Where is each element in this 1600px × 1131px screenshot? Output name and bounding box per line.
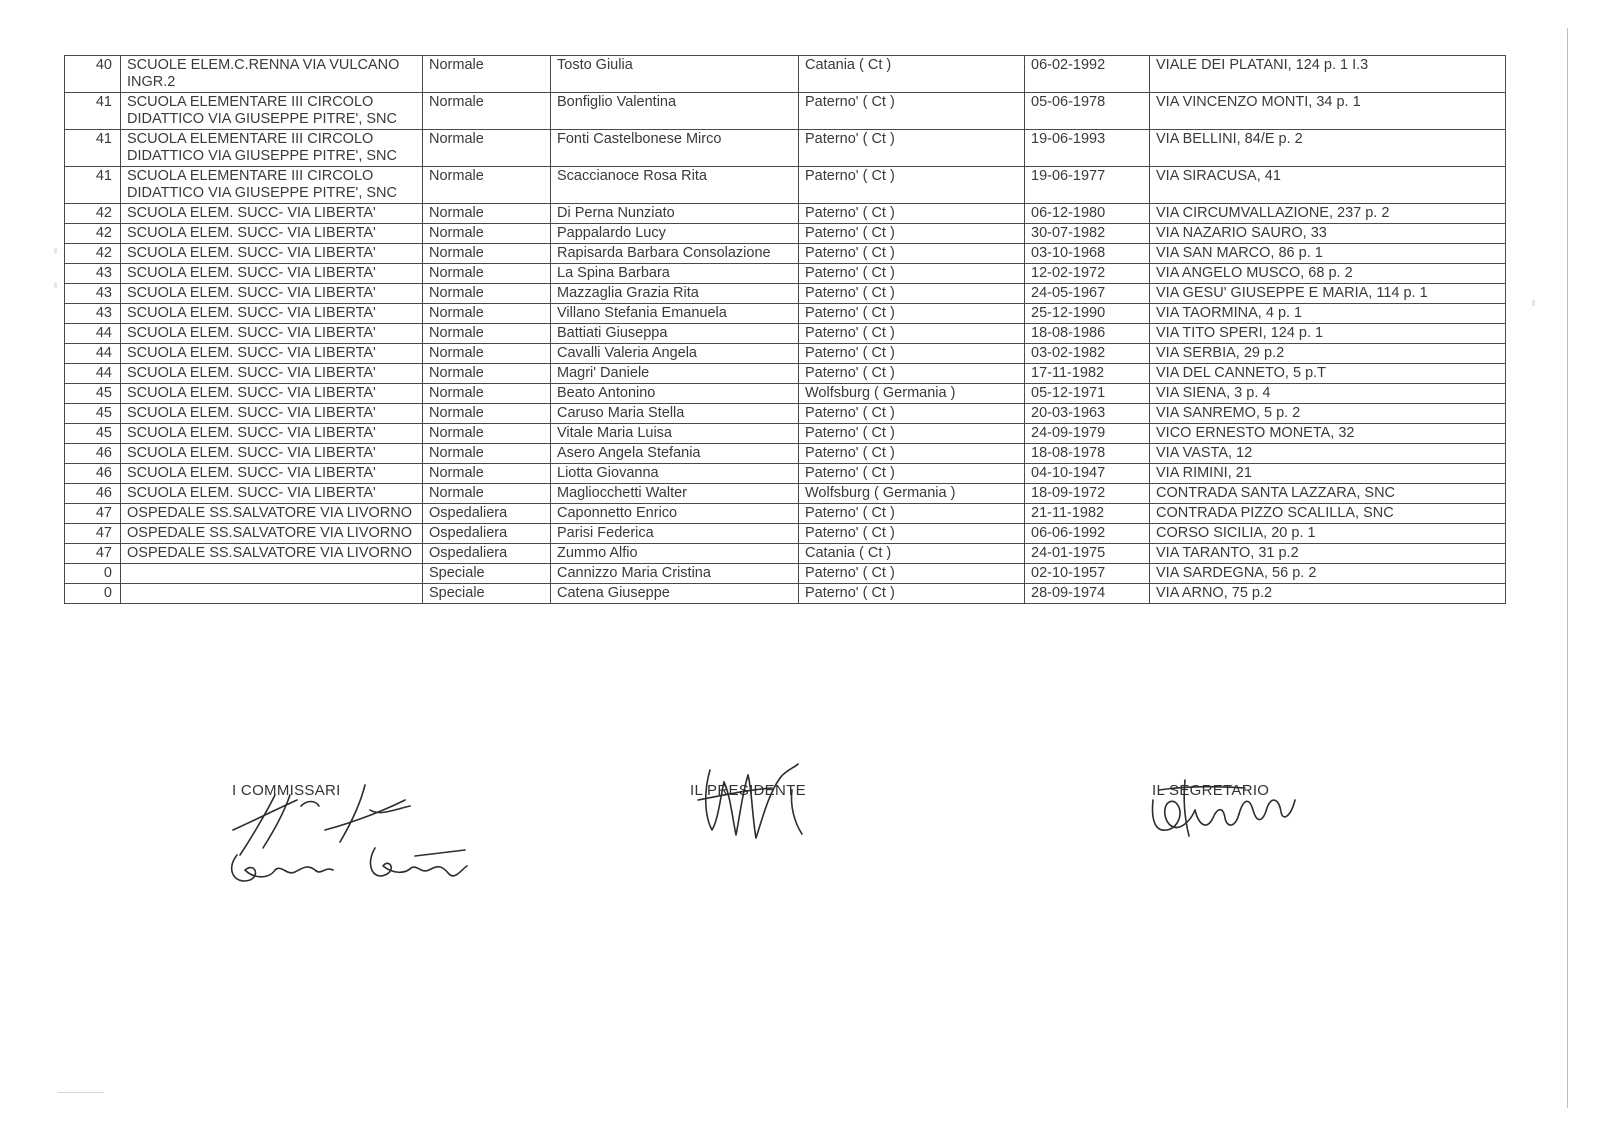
- table-row: [65, 93, 1506, 130]
- birth-date-cell: 21-11-1982: [1025, 504, 1150, 524]
- post-type-cell: Normale: [423, 384, 551, 404]
- commissari-label: I COMMISSARI: [232, 782, 341, 799]
- person-name-cell: Magliocchetti Walter: [551, 484, 799, 504]
- table-row: [65, 584, 1506, 604]
- birthplace-cell: Paterno' ( Ct ): [799, 130, 1025, 167]
- segretario-signature: [1145, 770, 1305, 850]
- address-cell: VIA VINCENZO MONTI, 34 p. 1: [1150, 93, 1506, 130]
- birth-date-cell: 24-05-1967: [1025, 284, 1150, 304]
- school-name-cell: SCUOLA ELEM. SUCC- VIA LIBERTA': [121, 344, 423, 364]
- person-name-cell: Rapisarda Barbara Consolazione: [551, 244, 799, 264]
- table-row: [65, 284, 1506, 304]
- post-type-cell: Normale: [423, 324, 551, 344]
- school-name-cell: SCUOLA ELEMENTARE III CIRCOLO DIDATTICO VIA GIUSEPPE PITRE', SNC: [121, 130, 423, 167]
- post-type-cell: Normale: [423, 444, 551, 464]
- post-type-cell: Normale: [423, 364, 551, 384]
- post-type-cell: Normale: [423, 404, 551, 424]
- school-name-cell: [121, 564, 423, 584]
- birth-date-cell: 03-02-1982: [1025, 344, 1150, 364]
- person-name-cell: Caponnetto Enrico: [551, 504, 799, 524]
- table-row: [65, 130, 1506, 167]
- birth-date-cell: 06-02-1992: [1025, 56, 1150, 93]
- person-name-cell: Mazzaglia Grazia Rita: [551, 284, 799, 304]
- address-cell: VIA TAORMINA, 4 p. 1: [1150, 304, 1506, 324]
- row-number-cell: 46: [65, 444, 121, 464]
- birthplace-cell: Paterno' ( Ct ): [799, 304, 1025, 324]
- post-type-cell: Speciale: [423, 564, 551, 584]
- person-name-cell: Magri' Daniele: [551, 364, 799, 384]
- address-cell: VIA NAZARIO SAURO, 33: [1150, 224, 1506, 244]
- segretario-label: IL SEGRETARIO: [1152, 782, 1270, 799]
- address-cell: VIA VASTA, 12: [1150, 444, 1506, 464]
- address-cell: VIA RIMINI, 21: [1150, 464, 1506, 484]
- school-name-cell: OSPEDALE SS.SALVATORE VIA LIVORNO: [121, 524, 423, 544]
- table-row: [65, 544, 1506, 564]
- row-number-cell: 45: [65, 384, 121, 404]
- post-type-cell: Normale: [423, 56, 551, 93]
- row-number-cell: 42: [65, 224, 121, 244]
- person-name-cell: Vitale Maria Luisa: [551, 424, 799, 444]
- birth-date-cell: 24-01-1975: [1025, 544, 1150, 564]
- table-body: [65, 56, 1506, 604]
- row-number-cell: 0: [65, 564, 121, 584]
- person-name-cell: Asero Angela Stefania: [551, 444, 799, 464]
- person-name-cell: Villano Stefania Emanuela: [551, 304, 799, 324]
- school-name-cell: SCUOLA ELEM. SUCC- VIA LIBERTA': [121, 324, 423, 344]
- commissari-signature: [215, 770, 475, 900]
- birthplace-cell: Wolfsburg ( Germania ): [799, 384, 1025, 404]
- person-name-cell: Battiati Giuseppa: [551, 324, 799, 344]
- birth-date-cell: 04-10-1947: [1025, 464, 1150, 484]
- school-name-cell: SCUOLA ELEM. SUCC- VIA LIBERTA': [121, 304, 423, 324]
- school-name-cell: SCUOLA ELEM. SUCC- VIA LIBERTA': [121, 284, 423, 304]
- person-name-cell: Caruso Maria Stella: [551, 404, 799, 424]
- birthplace-cell: Paterno' ( Ct ): [799, 324, 1025, 344]
- row-number-cell: 45: [65, 404, 121, 424]
- post-type-cell: Ospedaliera: [423, 504, 551, 524]
- address-cell: VIALE DEI PLATANI, 124 p. 1 I.3: [1150, 56, 1506, 93]
- birth-date-cell: 18-08-1978: [1025, 444, 1150, 464]
- birthplace-cell: Catania ( Ct ): [799, 56, 1025, 93]
- post-type-cell: Normale: [423, 130, 551, 167]
- post-type-cell: Normale: [423, 284, 551, 304]
- birthplace-cell: Catania ( Ct ): [799, 544, 1025, 564]
- birth-date-cell: 05-06-1978: [1025, 93, 1150, 130]
- school-name-cell: SCUOLA ELEM. SUCC- VIA LIBERTA': [121, 384, 423, 404]
- table-row: [65, 324, 1506, 344]
- birthplace-cell: Paterno' ( Ct ): [799, 93, 1025, 130]
- scan-mark: [58, 1092, 104, 1093]
- table-row: [65, 304, 1506, 324]
- address-cell: VIA ARNO, 75 p.2: [1150, 584, 1506, 604]
- birth-date-cell: 03-10-1968: [1025, 244, 1150, 264]
- birthplace-cell: Paterno' ( Ct ): [799, 524, 1025, 544]
- school-name-cell: SCUOLA ELEMENTARE III CIRCOLO DIDATTICO VIA GIUSEPPE PITRE', SNC: [121, 167, 423, 204]
- table-row: [65, 244, 1506, 264]
- table-row: [65, 524, 1506, 544]
- address-cell: CORSO SICILIA, 20 p. 1: [1150, 524, 1506, 544]
- table-row: [65, 424, 1506, 444]
- birthplace-cell: Paterno' ( Ct ): [799, 404, 1025, 424]
- birth-date-cell: 12-02-1972: [1025, 264, 1150, 284]
- post-type-cell: Ospedaliera: [423, 524, 551, 544]
- school-name-cell: SCUOLA ELEM. SUCC- VIA LIBERTA': [121, 224, 423, 244]
- address-cell: VIA SAN MARCO, 86 p. 1: [1150, 244, 1506, 264]
- row-number-cell: 44: [65, 324, 121, 344]
- person-name-cell: Scaccianoce Rosa Rita: [551, 167, 799, 204]
- table-row: [65, 364, 1506, 384]
- school-name-cell: OSPEDALE SS.SALVATORE VIA LIVORNO: [121, 544, 423, 564]
- post-type-cell: Normale: [423, 93, 551, 130]
- birthplace-cell: Paterno' ( Ct ): [799, 344, 1025, 364]
- row-number-cell: 40: [65, 56, 121, 93]
- birthplace-cell: Paterno' ( Ct ): [799, 464, 1025, 484]
- birth-date-cell: 18-08-1986: [1025, 324, 1150, 344]
- birth-date-cell: 19-06-1993: [1025, 130, 1150, 167]
- address-cell: VIA SARDEGNA, 56 p. 2: [1150, 564, 1506, 584]
- post-type-cell: Ospedaliera: [423, 544, 551, 564]
- person-name-cell: Beato Antonino: [551, 384, 799, 404]
- row-number-cell: 46: [65, 464, 121, 484]
- table-row: [65, 224, 1506, 244]
- scan-speck: [54, 282, 57, 288]
- table-row: [65, 444, 1506, 464]
- address-cell: VIA SIENA, 3 p. 4: [1150, 384, 1506, 404]
- post-type-cell: Normale: [423, 224, 551, 244]
- table-row: [65, 204, 1506, 224]
- address-cell: CONTRADA PIZZO SCALILLA, SNC: [1150, 504, 1506, 524]
- post-type-cell: Normale: [423, 344, 551, 364]
- post-type-cell: Normale: [423, 304, 551, 324]
- scan-speck: [1532, 300, 1535, 306]
- person-name-cell: Tosto Giulia: [551, 56, 799, 93]
- table-row: [65, 464, 1506, 484]
- scan-speck: [54, 248, 57, 254]
- birthplace-cell: Paterno' ( Ct ): [799, 504, 1025, 524]
- row-number-cell: 41: [65, 167, 121, 204]
- school-name-cell: SCUOLA ELEM. SUCC- VIA LIBERTA': [121, 484, 423, 504]
- school-name-cell: [121, 584, 423, 604]
- address-cell: VIA TITO SPERI, 124 p. 1: [1150, 324, 1506, 344]
- birthplace-cell: Wolfsburg ( Germania ): [799, 484, 1025, 504]
- row-number-cell: 44: [65, 364, 121, 384]
- person-name-cell: Bonfiglio Valentina: [551, 93, 799, 130]
- row-number-cell: 43: [65, 284, 121, 304]
- person-name-cell: Di Perna Nunziato: [551, 204, 799, 224]
- row-number-cell: 47: [65, 524, 121, 544]
- address-cell: CONTRADA SANTA LAZZARA, SNC: [1150, 484, 1506, 504]
- school-name-cell: SCUOLA ELEM. SUCC- VIA LIBERTA': [121, 424, 423, 444]
- birth-date-cell: 18-09-1972: [1025, 484, 1150, 504]
- person-name-cell: Fonti Castelbonese Mirco: [551, 130, 799, 167]
- presidente-signature: [690, 760, 830, 850]
- post-type-cell: Normale: [423, 264, 551, 284]
- person-name-cell: Cannizzo Maria Cristina: [551, 564, 799, 584]
- school-name-cell: OSPEDALE SS.SALVATORE VIA LIVORNO: [121, 504, 423, 524]
- person-name-cell: La Spina Barbara: [551, 264, 799, 284]
- row-number-cell: 47: [65, 544, 121, 564]
- address-cell: VIA DEL CANNETO, 5 p.T: [1150, 364, 1506, 384]
- birth-date-cell: 24-09-1979: [1025, 424, 1150, 444]
- birthplace-cell: Paterno' ( Ct ): [799, 204, 1025, 224]
- row-number-cell: 43: [65, 264, 121, 284]
- page-edge-line: [1567, 28, 1568, 1108]
- person-name-cell: Catena Giuseppe: [551, 584, 799, 604]
- school-name-cell: SCUOLA ELEM. SUCC- VIA LIBERTA': [121, 264, 423, 284]
- row-number-cell: 42: [65, 204, 121, 224]
- table-row: [65, 504, 1506, 524]
- birthplace-cell: Paterno' ( Ct ): [799, 264, 1025, 284]
- birthplace-cell: Paterno' ( Ct ): [799, 364, 1025, 384]
- post-type-cell: Speciale: [423, 584, 551, 604]
- post-type-cell: Normale: [423, 484, 551, 504]
- birth-date-cell: 19-06-1977: [1025, 167, 1150, 204]
- row-number-cell: 43: [65, 304, 121, 324]
- table-row: [65, 264, 1506, 284]
- row-number-cell: 45: [65, 424, 121, 444]
- birthplace-cell: Paterno' ( Ct ): [799, 244, 1025, 264]
- birth-date-cell: 20-03-1963: [1025, 404, 1150, 424]
- table-row: [65, 56, 1506, 93]
- birth-date-cell: 28-09-1974: [1025, 584, 1150, 604]
- row-number-cell: 41: [65, 130, 121, 167]
- birthplace-cell: Paterno' ( Ct ): [799, 224, 1025, 244]
- person-name-cell: Parisi Federica: [551, 524, 799, 544]
- school-name-cell: SCUOLA ELEM. SUCC- VIA LIBERTA': [121, 364, 423, 384]
- table-row: [65, 384, 1506, 404]
- post-type-cell: Normale: [423, 424, 551, 444]
- birthplace-cell: Paterno' ( Ct ): [799, 444, 1025, 464]
- row-number-cell: 47: [65, 504, 121, 524]
- address-cell: VIA ANGELO MUSCO, 68 p. 2: [1150, 264, 1506, 284]
- post-type-cell: Normale: [423, 244, 551, 264]
- school-name-cell: SCUOLA ELEM. SUCC- VIA LIBERTA': [121, 444, 423, 464]
- school-name-cell: SCUOLA ELEMENTARE III CIRCOLO DIDATTICO VIA GIUSEPPE PITRE', SNC: [121, 93, 423, 130]
- address-cell: VICO ERNESTO MONETA, 32: [1150, 424, 1506, 444]
- person-name-cell: Zummo Alfio: [551, 544, 799, 564]
- birth-date-cell: 17-11-1982: [1025, 364, 1150, 384]
- table-row: [65, 484, 1506, 504]
- address-cell: VIA SANREMO, 5 p. 2: [1150, 404, 1506, 424]
- school-name-cell: SCUOLA ELEM. SUCC- VIA LIBERTA': [121, 244, 423, 264]
- school-name-cell: SCUOLA ELEM. SUCC- VIA LIBERTA': [121, 404, 423, 424]
- address-cell: VIA TARANTO, 31 p.2: [1150, 544, 1506, 564]
- table-row: [65, 344, 1506, 364]
- school-name-cell: SCUOLE ELEM.C.RENNA VIA VULCANO INGR.2: [121, 56, 423, 93]
- birthplace-cell: Paterno' ( Ct ): [799, 564, 1025, 584]
- birthplace-cell: Paterno' ( Ct ): [799, 284, 1025, 304]
- table-row: [65, 404, 1506, 424]
- birth-date-cell: 06-12-1980: [1025, 204, 1150, 224]
- address-cell: VIA SERBIA, 29 p.2: [1150, 344, 1506, 364]
- birthplace-cell: Paterno' ( Ct ): [799, 584, 1025, 604]
- birth-date-cell: 05-12-1971: [1025, 384, 1150, 404]
- row-number-cell: 42: [65, 244, 121, 264]
- address-cell: VIA GESU' GIUSEPPE E MARIA, 114 p. 1: [1150, 284, 1506, 304]
- person-name-cell: Cavalli Valeria Angela: [551, 344, 799, 364]
- birthplace-cell: Paterno' ( Ct ): [799, 167, 1025, 204]
- row-number-cell: 46: [65, 484, 121, 504]
- assignment-table: [64, 55, 1506, 604]
- post-type-cell: Normale: [423, 167, 551, 204]
- post-type-cell: Normale: [423, 204, 551, 224]
- table-row: [65, 167, 1506, 204]
- person-name-cell: Liotta Giovanna: [551, 464, 799, 484]
- address-cell: VIA BELLINI, 84/E p. 2: [1150, 130, 1506, 167]
- post-type-cell: Normale: [423, 464, 551, 484]
- person-name-cell: Pappalardo Lucy: [551, 224, 799, 244]
- row-number-cell: 41: [65, 93, 121, 130]
- birthplace-cell: Paterno' ( Ct ): [799, 424, 1025, 444]
- school-name-cell: SCUOLA ELEM. SUCC- VIA LIBERTA': [121, 464, 423, 484]
- table-row: [65, 564, 1506, 584]
- birth-date-cell: 30-07-1982: [1025, 224, 1150, 244]
- address-cell: VIA CIRCUMVALLAZIONE, 237 p. 2: [1150, 204, 1506, 224]
- school-name-cell: SCUOLA ELEM. SUCC- VIA LIBERTA': [121, 204, 423, 224]
- row-number-cell: 44: [65, 344, 121, 364]
- presidente-label: IL PRESIDENTE: [690, 782, 806, 799]
- birth-date-cell: 02-10-1957: [1025, 564, 1150, 584]
- row-number-cell: 0: [65, 584, 121, 604]
- address-cell: VIA SIRACUSA, 41: [1150, 167, 1506, 204]
- birth-date-cell: 25-12-1990: [1025, 304, 1150, 324]
- birth-date-cell: 06-06-1992: [1025, 524, 1150, 544]
